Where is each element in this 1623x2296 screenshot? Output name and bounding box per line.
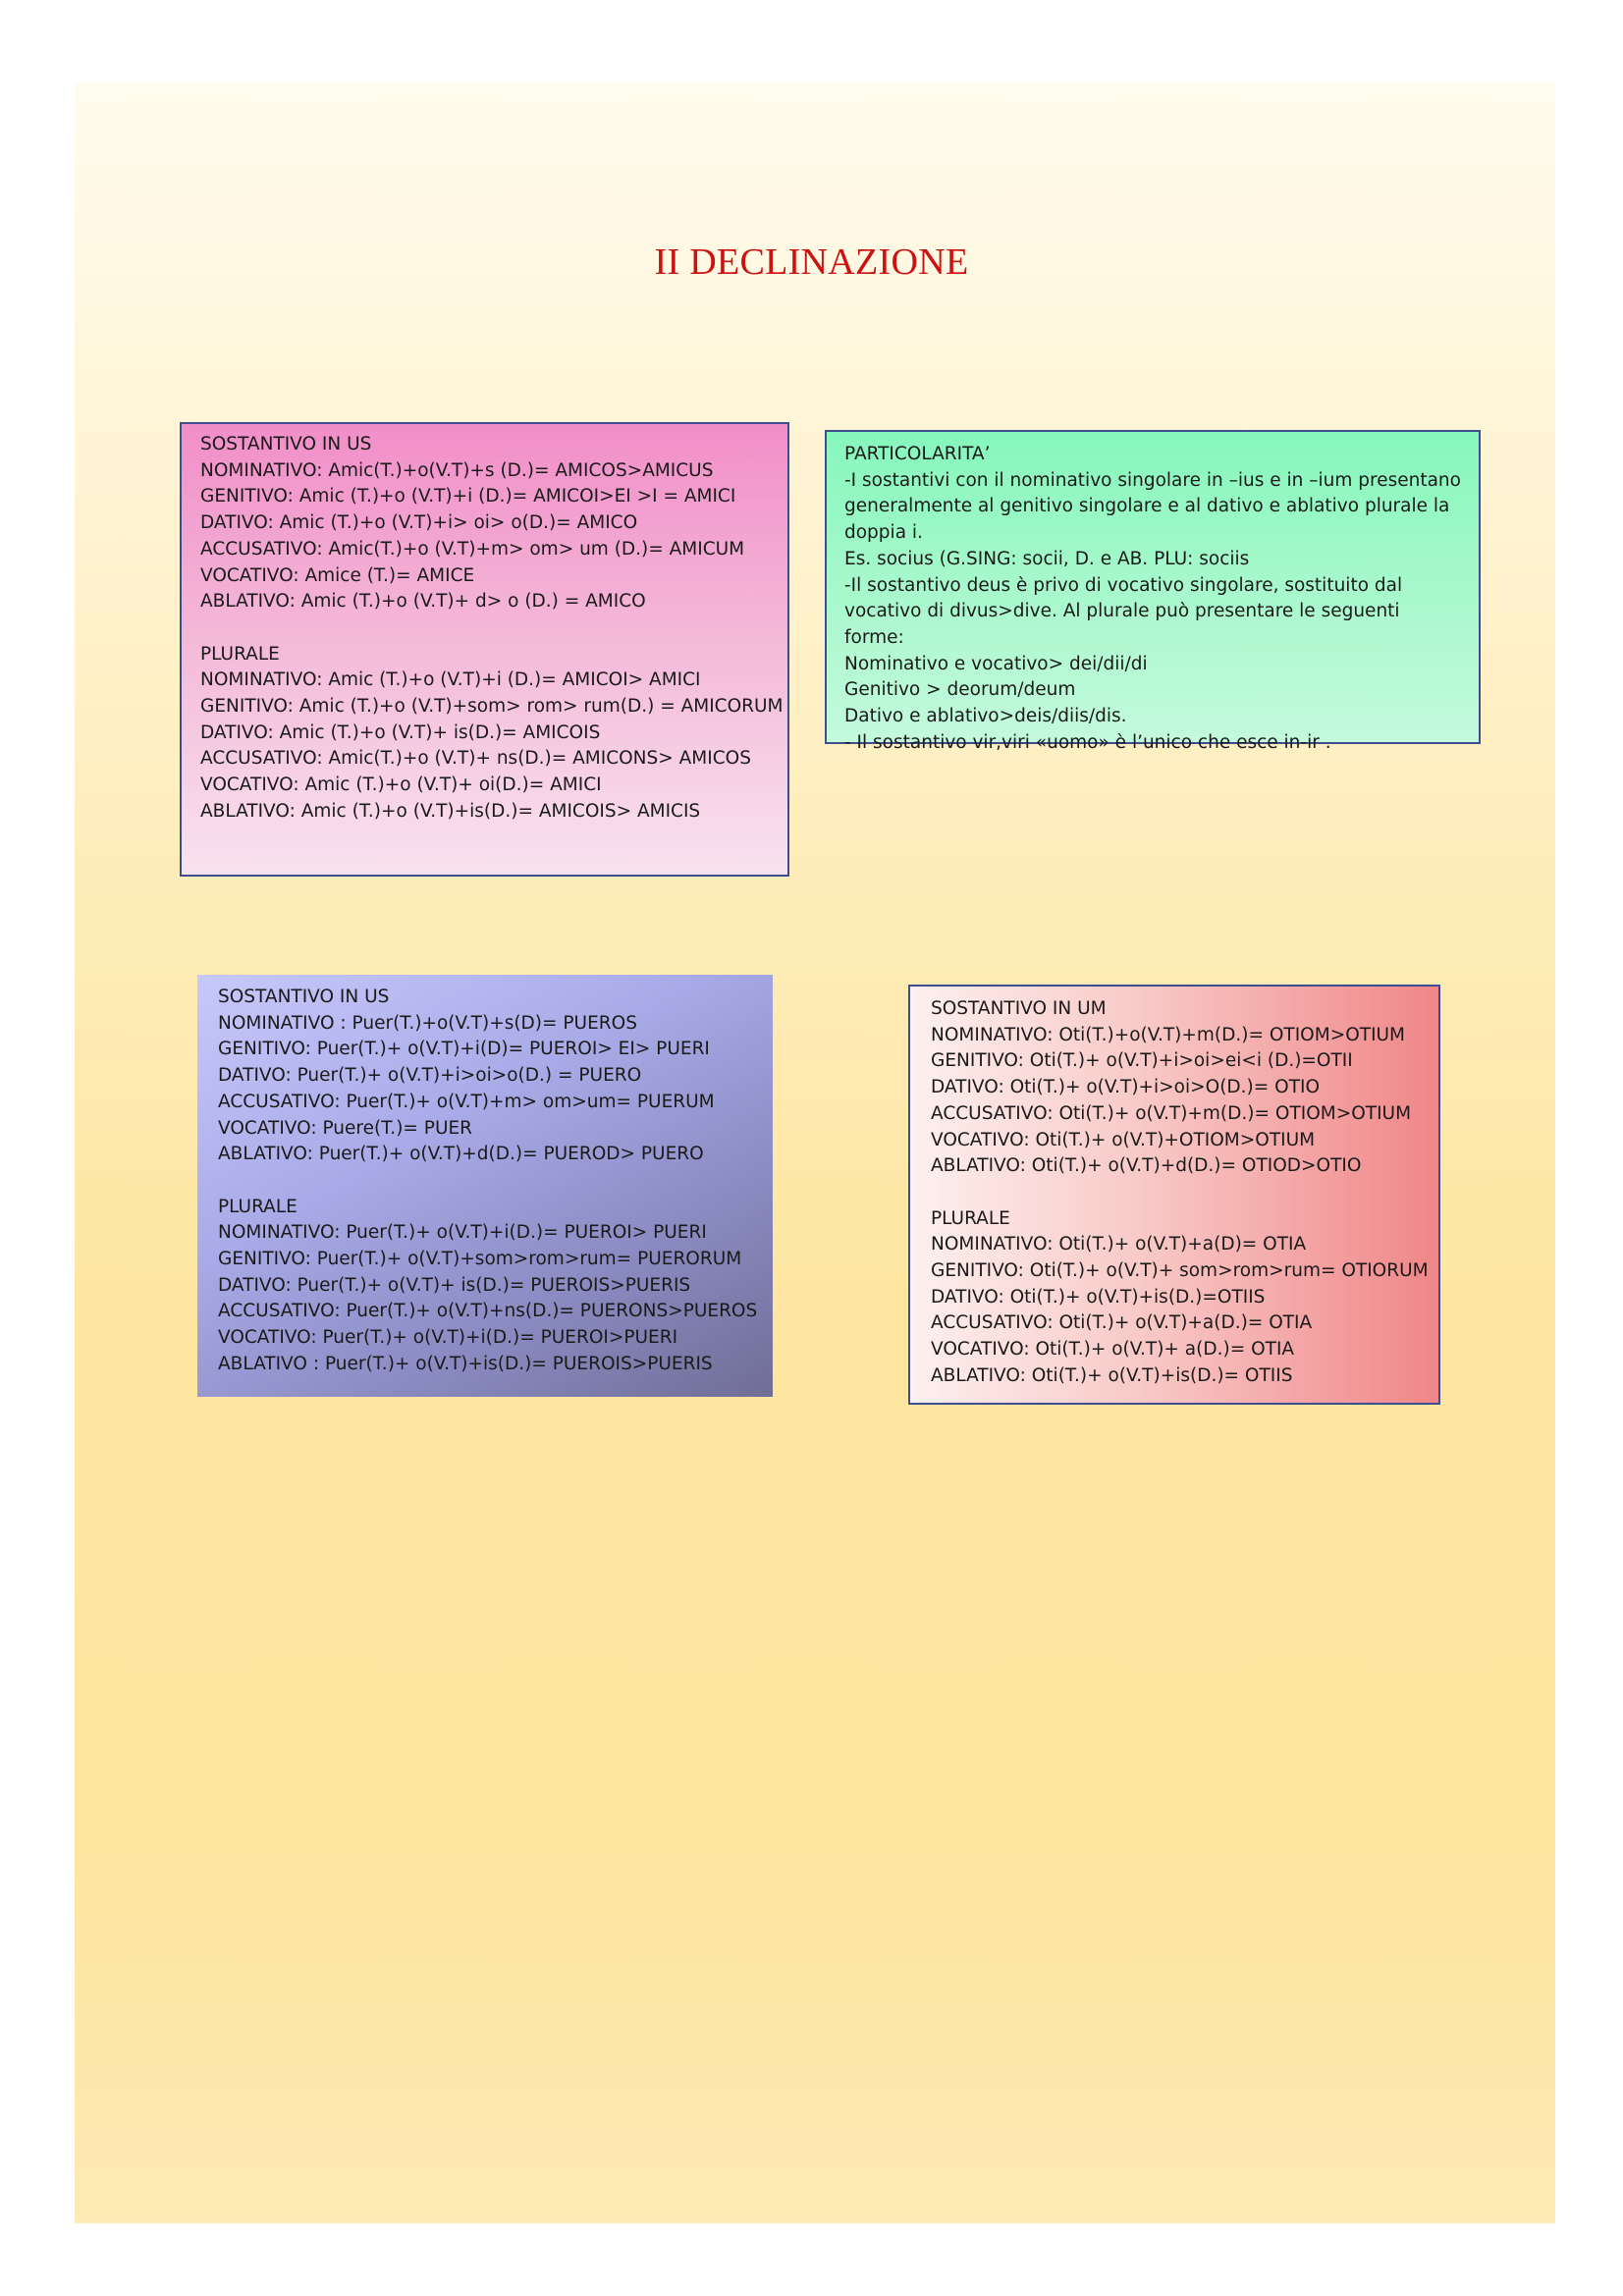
declension-box-puer: [197, 975, 773, 1397]
declension-line: DATIVO: Oti(T.)+ o(V.T)+i>oi>O(D.)= OTIO: [931, 1077, 1321, 1098]
page-title: II DECLINAZIONE: [654, 241, 969, 283]
declension-line: ACCUSATIVO: Amic(T.)+o (V.T)+ ns(D.)= AMICONS> AMICOS: [200, 748, 751, 770]
declension-line: VOCATIVO: Puer(T.)+ o(V.T)+i(D.)= PUEROI>PUERI: [218, 1327, 678, 1349]
declension-box-amicus: [180, 422, 789, 877]
declension-line: NOMINATIVO: Oti(T.)+ o(V.T)+a(D)= OTIA: [931, 1234, 1307, 1255]
plural-heading: PLURALE: [200, 643, 280, 665]
note-paragraph: Genitivo > deorum/deum: [844, 679, 1076, 701]
declension-line: ABLATIVO: Amic (T.)+o (V.T)+ d> o (D.) = AMICO: [200, 591, 646, 613]
declension-line: DATIVO: Puer(T.)+ o(V.T)+ is(D.)= PUEROIS>PUERIS: [218, 1274, 691, 1296]
box-heading: SOSTANTIVO IN US: [200, 434, 372, 454]
spacer: [931, 1180, 1423, 1206]
declension-line: VOCATIVO: Amic (T.)+o (V.T)+ oi(D.)= AMICI: [200, 774, 602, 796]
note-paragraph: Dativo e ablativo>deis/diis/dis.: [844, 706, 1127, 727]
declension-line: DATIVO: Puer(T.)+ o(V.T)+i>oi>o(D.) = PUERO: [218, 1065, 642, 1087]
declension-line: ACCUSATIVO: Oti(T.)+ o(V.T)+m(D.)= OTIOM>OTIUM: [931, 1102, 1412, 1124]
declension-line: ABLATIVO: Puer(T.)+ o(V.T)+d(D.)= PUEROD> PUERO: [218, 1144, 704, 1165]
declension-line: ABLATIVO : Puer(T.)+ o(V.T)+is(D.)= PUEROIS>PUERIS: [218, 1353, 713, 1374]
declension-line: VOCATIVO: Amice (T.)= AMICE: [200, 564, 475, 586]
declension-line: NOMINATIVO: Puer(T.)+ o(V.T)+i(D.)= PUEROI> PUERI: [218, 1222, 707, 1244]
note-paragraph: - Il sostantivo vir,viri «uomo» è l’unico che esce in-ir .: [844, 731, 1331, 753]
declension-line: GENITIVO: Amic (T.)+o (V.T)+som> rom> rum(D.) = AMICORUM: [200, 696, 784, 718]
declension-line: DATIVO: Amic (T.)+o (V.T)+i> oi> o(D.)= AMICO: [200, 512, 638, 534]
declension-line: NOMINATIVO: Amic (T.)+o (V.T)+i (D.)= AMICOI> AMICI: [200, 669, 701, 691]
declension-line: GENITIVO: Amic (T.)+o (V.T)+i (D.)= AMICOI>EI >I = AMICI: [200, 486, 736, 507]
declension-line: GENITIVO: Puer(T.)+ o(V.T)+som>rom>rum= PUERORUM: [218, 1249, 742, 1270]
declension-line: ACCUSATIVO: Amic(T.)+o (V.T)+m> om> um (D.)= AMICUM: [200, 538, 745, 560]
declension-line: VOCATIVO: Puere(T.)= PUER: [218, 1117, 473, 1139]
declension-line: VOCATIVO: Oti(T.)+ o(V.T)+ a(D.)= OTIA: [931, 1339, 1295, 1361]
declension-line: NOMINATIVO: Oti(T.)+o(V.T)+m(D.)= OTIOM>OTIUM: [931, 1024, 1406, 1045]
box-heading: PARTICOLARITA’: [844, 444, 991, 464]
declension-line: DATIVO: Oti(T.)+ o(V.T)+is(D.)=OTIIS: [931, 1286, 1266, 1308]
note-paragraph: Nominativo e vocativo> dei/dii/di: [844, 653, 1148, 674]
spacer: [200, 615, 772, 642]
declension-line: ACCUSATIVO: Puer(T.)+ o(V.T)+ns(D.)= PUERONS>PUEROS: [218, 1301, 758, 1322]
declension-line: ACCUSATIVO: Oti(T.)+ o(V.T)+a(D.)= OTIA: [931, 1312, 1313, 1334]
declension-line: DATIVO: Amic (T.)+o (V.T)+ is(D.)= AMICOIS: [200, 721, 601, 743]
note-paragraph: Es. socius (G.SING: socii, D. e AB. PLU: sociis: [844, 548, 1250, 569]
note-paragraph: -Il sostantivo deus è privo di vocativo singolare, sostituito dal vocativo di divus>dive. Al plurale può presentare le seguenti forme:: [844, 574, 1403, 648]
declension-line: ABLATIVO: Oti(T.)+ o(V.T)+d(D.)= OTIOD>OTIO: [931, 1155, 1362, 1177]
box-heading: SOSTANTIVO IN US: [218, 987, 390, 1007]
declension-line: ABLATIVO: Amic (T.)+o (V.T)+is(D.)= AMICOIS> AMICIS: [200, 800, 701, 822]
plural-heading: PLURALE: [931, 1207, 1010, 1229]
plural-heading: PLURALE: [218, 1196, 298, 1217]
declension-line: GENITIVO: Oti(T.)+ o(V.T)+i>oi>ei<i (D.)=OTII: [931, 1050, 1353, 1072]
declension-box-otium: [908, 985, 1440, 1405]
declension-line: ABLATIVO: Oti(T.)+ o(V.T)+is(D.)= OTIIS: [931, 1364, 1293, 1386]
note-paragraph: -I sostantivi con il nominativo singolare in –ius e in –ium presentano generalmente al genitivo singolare e al dativo e ablativo plurale la doppia i.: [844, 469, 1461, 544]
particolarita-box: [825, 430, 1481, 753]
declension-line: GENITIVO: Oti(T.)+ o(V.T)+ som>rom>rum= OTIORUM: [931, 1260, 1429, 1282]
declension-line: ACCUSATIVO: Puer(T.)+ o(V.T)+m> om>um= PUERUM: [218, 1091, 715, 1112]
declension-line: NOMINATIVO : Puer(T.)+o(V.T)+s(D)= PUEROS: [218, 1012, 637, 1034]
declension-line: VOCATIVO: Oti(T.)+ o(V.T)+OTIOM>OTIUM: [931, 1129, 1316, 1150]
declension-line: NOMINATIVO: Amic(T.)+o(V.T)+s (D.)= AMICOS>AMICUS: [200, 459, 714, 481]
spacer: [218, 1168, 757, 1195]
box-heading: SOSTANTIVO IN UM: [931, 998, 1107, 1019]
declension-line: GENITIVO: Puer(T.)+ o(V.T)+i(D)= PUEROI> EI> PUERI: [218, 1039, 710, 1060]
